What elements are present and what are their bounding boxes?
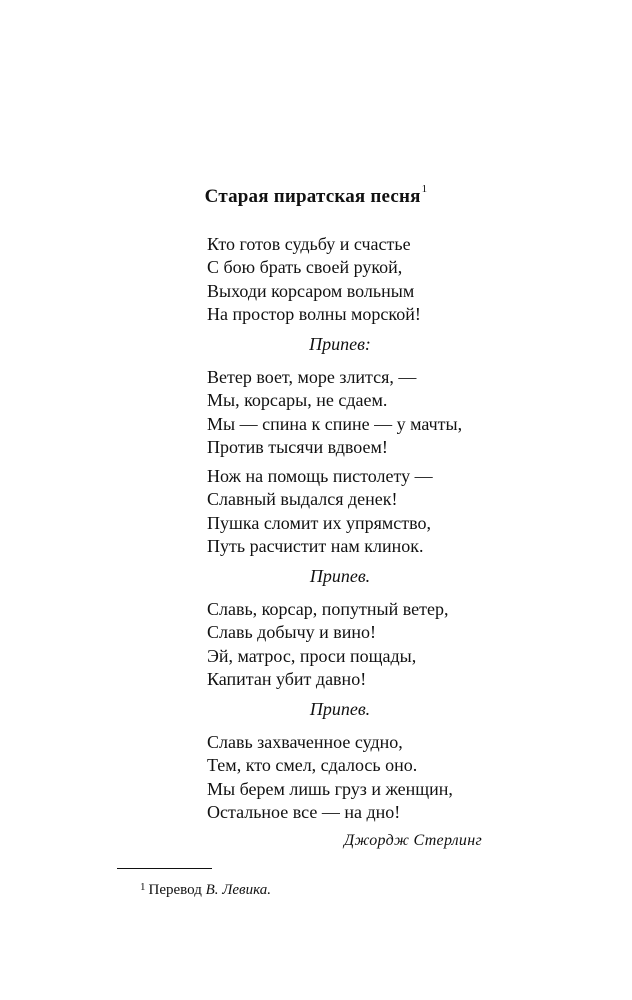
stanza-line: Путь расчистит нам клинок. xyxy=(207,535,424,556)
stanza-line: Мы берем лишь груз и женщин, xyxy=(207,778,453,799)
stanza-line: Ветер воет, море злится, — xyxy=(207,367,417,387)
stanza-line: Эй, матрос, проси пощады, xyxy=(207,645,417,666)
footnote xyxy=(140,882,271,899)
stanza-line: Славь добычу и вино! xyxy=(207,622,377,643)
poem-title-text: Старая пиратская песня xyxy=(204,186,421,207)
refrain-label: Припев. xyxy=(309,566,371,586)
stanza-line: Мы — спина к спине — у мачты, xyxy=(207,413,463,434)
stanza-line: Тем, кто смел, сдалось оно. xyxy=(207,755,418,776)
stanza-line: Славь, корсар, попутный ветер, xyxy=(207,599,449,619)
stanza-line: Против тысячи вдвоем! xyxy=(207,436,388,457)
footnote-text: Перевод xyxy=(148,882,202,898)
footnote-translator: В. Левика. xyxy=(205,882,271,898)
stanza-3 xyxy=(207,465,433,558)
stanza-line: С бою брать своей рукой, xyxy=(207,257,403,278)
stanza-line: Капитан убит давно! xyxy=(207,668,367,689)
refrain-label: Припев. xyxy=(309,699,371,719)
footnote-reference[interactable]: 1 xyxy=(421,183,428,195)
stanza-line: Славь захваченное судно, xyxy=(207,732,403,752)
stanza-2 xyxy=(207,366,462,459)
footnote-divider xyxy=(117,868,212,869)
refrain-label: Припев: xyxy=(309,334,371,354)
stanza-line: Славный выдался денек! xyxy=(207,489,398,510)
stanza-line: Остальное все — на дно! xyxy=(207,801,401,822)
stanza-line: Выходи корсаром вольным xyxy=(207,280,415,301)
stanza-5 xyxy=(207,731,453,824)
stanza-line: Кто готов судьбу и счастье xyxy=(207,234,411,254)
stanza-line: Нож на помощь пистолету — xyxy=(207,466,433,486)
stanza-1 xyxy=(207,233,421,326)
poem-title xyxy=(0,183,632,208)
footnote-mark: 1 xyxy=(140,881,146,893)
stanza-line: Мы, корсары, не сдаем. xyxy=(207,390,388,411)
stanza-line: Пушка сломит их упрямство, xyxy=(207,512,432,533)
stanza-4 xyxy=(207,598,448,691)
stanza-line: На простор волны морской! xyxy=(207,303,421,324)
poem-author: Джордж Стерлинг xyxy=(343,832,482,849)
